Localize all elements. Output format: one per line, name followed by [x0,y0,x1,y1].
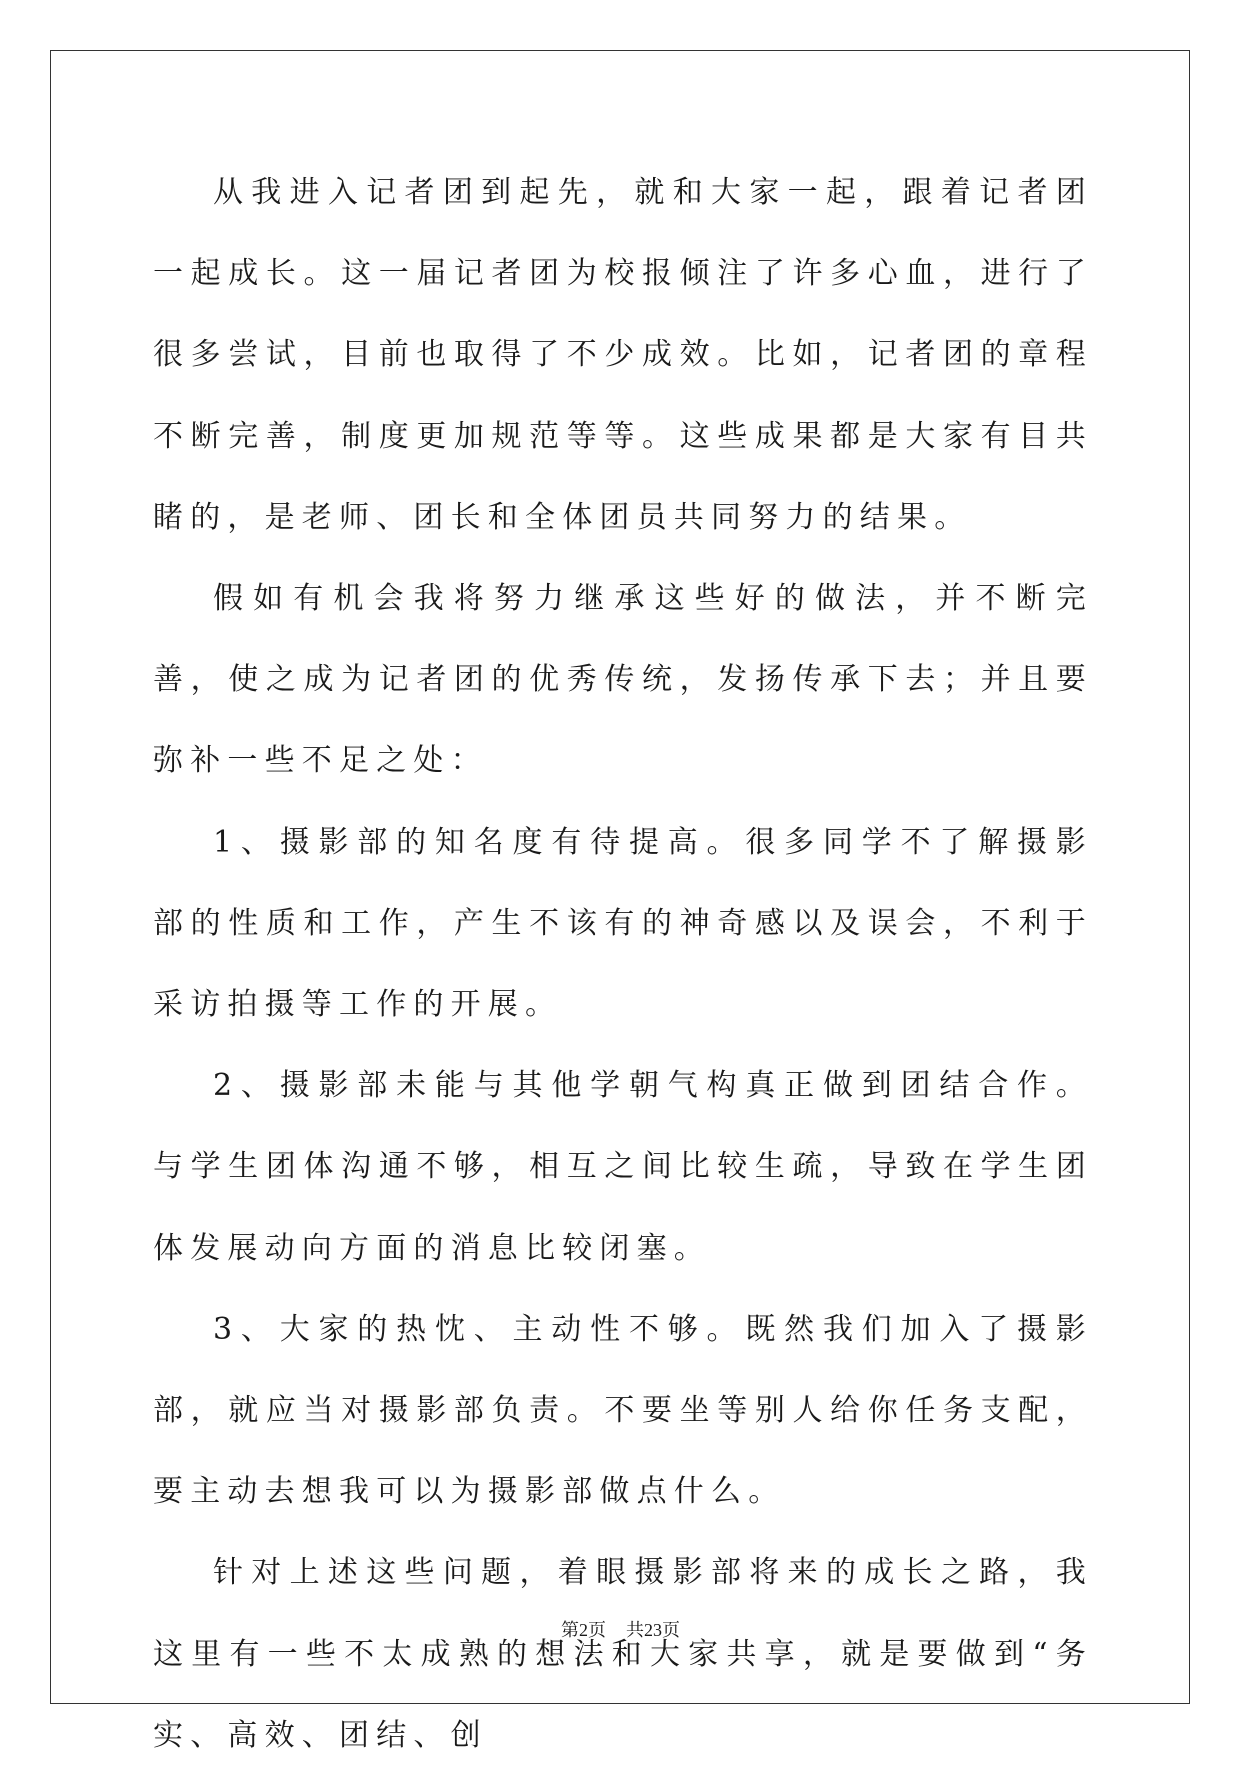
paragraph: 3、大家的热忱、主动性不够。既然我们加入了摄影部，就应当对摄影部负责。不要坐等别人给你任务支配，要主动去想我可以为摄影部做点什么。 [153,1311,1093,1510]
paragraph: 2、摄影部未能与其他学朝气构真正做到团结合作。与学生团体沟通不够，相互之间比较生疏，导致在学生团体发展动向方面的消息比较闭塞。 [153,1068,1093,1266]
document-body [153,152,1093,1776]
page-total: 共23页 [626,1620,680,1640]
paragraph: 针对上述这些问题，着眼摄影部将来的成长之路，我这里有一些不太成熟的想法和大家共享，就是要做到“务实、高效、团结、创 [153,1555,1093,1753]
paragraph: 假如有机会我将努力继承这些好的做法，并不断完善，使之成为记者团的优秀传统，发扬传承下去；并且要弥补一些不足之处： [153,581,1093,779]
page-number: 第2页 [561,1620,606,1640]
page-footer [0,1616,1241,1642]
paragraph: 1、摄影部的知名度有待提高。很多同学不了解摄影部的性质和工作，产生不该有的神奇感以及误会，不利于采访拍摄等工作的开展。 [153,824,1093,1023]
paragraph: 从我进入记者团到起先，就和大家一起，跟着记者团一起成长。这一届记者团为校报倾注了许多心血，进行了很多尝试，目前也取得了不少成效。比如，记者团的章程不断完善，制度更加规范等等。这些成果都是大家有目共睹的，是老师、团长和全体团员共同努力的结果。 [153,175,1093,535]
